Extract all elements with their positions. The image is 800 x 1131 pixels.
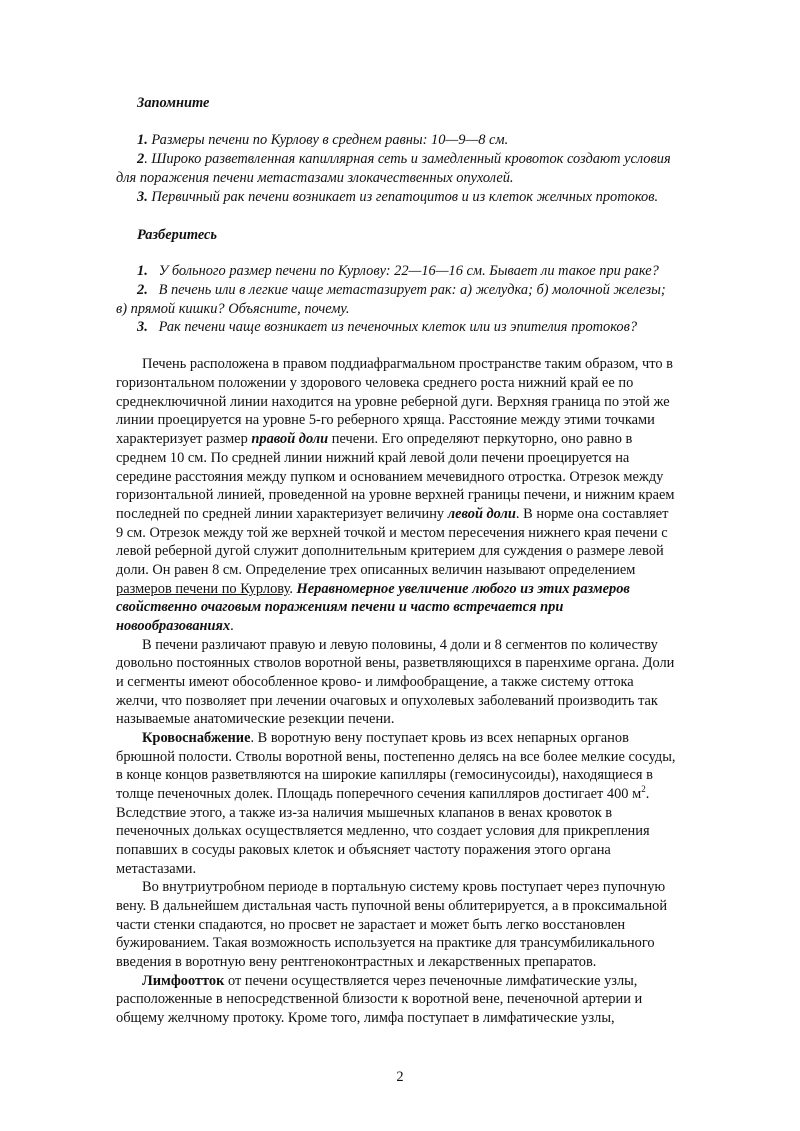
remember-item-3	[137, 188, 658, 207]
text-run: толще печеночных долек. Площадь поперечного сечения капилляров достигает 400 м	[116, 786, 642, 802]
item-text: Рак печени чаще возникает из печеночных клеток или из эпителия протоков?	[158, 319, 638, 335]
body-line: левой реберной дугой служит дополнительным критерием для суждения о размере левой	[116, 543, 664, 559]
item-text: У больного размер печени по Курлову: 22—16—16 см. Бывает ли такое при раке?	[158, 263, 659, 279]
emphasis-right-lobe: правой доли	[251, 431, 329, 447]
text-run: .	[230, 618, 234, 634]
item-number: 2	[137, 151, 145, 167]
body-line: желчи, что позволяет при лечении очаговых и опухолевых заболеваний производить так	[116, 693, 658, 709]
text-run: характеризует размер	[116, 431, 252, 447]
body-line: части стенки спадаются, но просвет не зарастает и может быть легко восстановлен	[116, 917, 626, 933]
investigate-item-2-cont: в) прямой кишки? Объясните, почему.	[116, 301, 350, 317]
term-blood-supply: Кровоснабжение	[142, 730, 251, 746]
text-run: . В норме она составляет	[515, 506, 669, 522]
body-line: горизонтальной линией, проведенной на уровне верхней границы печени, и нижним краем	[116, 487, 675, 503]
remember-item-2-cont: для поражения печени метастазами злокачественных опухолей.	[116, 170, 514, 186]
body-line: в конце концов разветвляются на широкие капилляры (гемосинусоиды), находящиеся в	[116, 767, 653, 783]
underlined-term: размеров печени по Курлову	[116, 581, 290, 597]
body-line	[142, 729, 629, 748]
body-line: Печень расположена в правом поддиафрагмальном пространстве таким образом, что в	[142, 356, 673, 372]
emphasis-run: новообразованиях	[116, 618, 231, 634]
item-text: Первичный рак печени возникает из гепатоцитов и из клеток желчных протоков.	[151, 189, 659, 205]
body-line: середине расстояния между пупком и основанием мечевидного отростка. Отрезок между	[116, 469, 664, 485]
body-line: Вследствие этого, а также из-за наличия мышечных клапанов в венах кровоток в	[116, 805, 613, 821]
body-line	[116, 580, 630, 599]
body-line: доли. Он равен 8 см. Определение трех описанных величин называют определением	[116, 562, 636, 578]
investigate-item-2	[137, 281, 666, 300]
item-text: . Широко разветвленная капиллярная сеть и замедленный кровоток создают условия	[144, 151, 671, 167]
body-line: В печени различают правую и левую половины, 4 доли и 8 сегментов по количеству	[142, 637, 658, 653]
body-line: горизонтальном положении у здорового человека среднего роста нижний край ее по	[116, 375, 634, 391]
remember-heading: Запомните	[137, 95, 210, 111]
body-line: среднем 10 см. По средней линии нижний край левой доли печени проецируется на	[116, 450, 630, 466]
body-line: вену. В дальнейшем дистальная часть пупочной вены облитерируется, а в проксимальной	[116, 898, 668, 914]
body-line: Во внутриутробном периоде в портальную систему кровь поступает через пупочную	[142, 879, 666, 895]
body-line: введения в воротную вену рентгеноконтрастных и лекарственных препаратов.	[116, 954, 597, 970]
remember-item-1	[137, 131, 508, 150]
text-run: печени. Его определяют перкуторно, оно равно в	[328, 431, 633, 447]
body-line: и сегменты имеют обособленное крово- и лимфообращение, а также систему оттока	[116, 674, 634, 690]
body-line: бужированием. Такая возможность используется на практике для трансумбиликального	[116, 935, 655, 951]
body-line: 9 см. Отрезок между той же верхней точкой и местом пересечения нижнего края печени с	[116, 525, 668, 541]
body-line: печеночных дольках осуществляется медленно, что создает условия для прикрепления	[116, 823, 650, 839]
item-number: 1.	[137, 132, 148, 148]
body-line	[116, 430, 632, 449]
body-line: свойственно очаговым поражениям печени и часто встречается при	[116, 599, 564, 615]
emphasis-left-lobe: левой доли	[447, 506, 516, 522]
body-line	[116, 785, 649, 804]
body-line: брюшной полости. Стволы воротной вены, постепенно делясь на все более мелкие сосуды,	[116, 749, 676, 765]
text-run: .	[645, 786, 650, 802]
body-line: попавших в сосуды раковых клеток и объясняет частоту поражения этого органа	[116, 842, 611, 858]
item-number: 1.	[137, 263, 148, 279]
item-number: 3.	[137, 319, 148, 335]
body-line: общему желчному протоку. Кроме того, лимфа поступает в лимфатические узлы,	[116, 1010, 615, 1026]
item-text: В печень или в легкие чаще метастазирует рак: а) желудка; б) молочной железы;	[158, 282, 666, 298]
text-run: . В воротную вену поступает кровь из всех непарных органов	[250, 730, 629, 746]
body-line	[142, 972, 637, 991]
item-text: Размеры печени по Курлову в среднем равны: 10—9—8 см.	[151, 132, 509, 148]
item-number: 2.	[137, 282, 148, 298]
investigate-item-3	[137, 318, 637, 337]
text-run: от печени осуществляется через печеночные лимфатические узлы,	[224, 973, 638, 989]
text-run: .	[289, 581, 297, 597]
term-lymph-outflow: Лимфоотток	[142, 973, 225, 989]
body-line: называемые анатомические резекции печени.	[116, 711, 395, 727]
emphasis-run: Неравномерное увеличение любого из этих размеров	[296, 581, 630, 597]
body-line	[116, 617, 234, 636]
body-line: довольно постоянных стволов воротной вены, разветвляющихся в паренхиме органа. Доли	[116, 655, 675, 671]
body-line: метастазами.	[116, 861, 197, 877]
text-run: последней по средней линии характеризует величину	[116, 506, 448, 522]
body-line: линии проецируется на уровне 5-го реберного хряща. Расстояние между этими точками	[116, 412, 655, 428]
body-line: среднеключичной линии находится на уровне реберной дуги. Верхняя граница по этой же	[116, 394, 670, 410]
superscript: 2	[641, 784, 646, 794]
body-line: расположенные в непосредственной близости к воротной вене, печеночной артерии и	[116, 991, 643, 1007]
body-line	[116, 505, 668, 524]
page-number: 2	[396, 1069, 404, 1085]
remember-item-2	[137, 150, 671, 169]
investigate-item-1	[137, 262, 659, 281]
investigate-heading: Разберитесь	[137, 227, 217, 243]
item-number: 3.	[137, 189, 148, 205]
